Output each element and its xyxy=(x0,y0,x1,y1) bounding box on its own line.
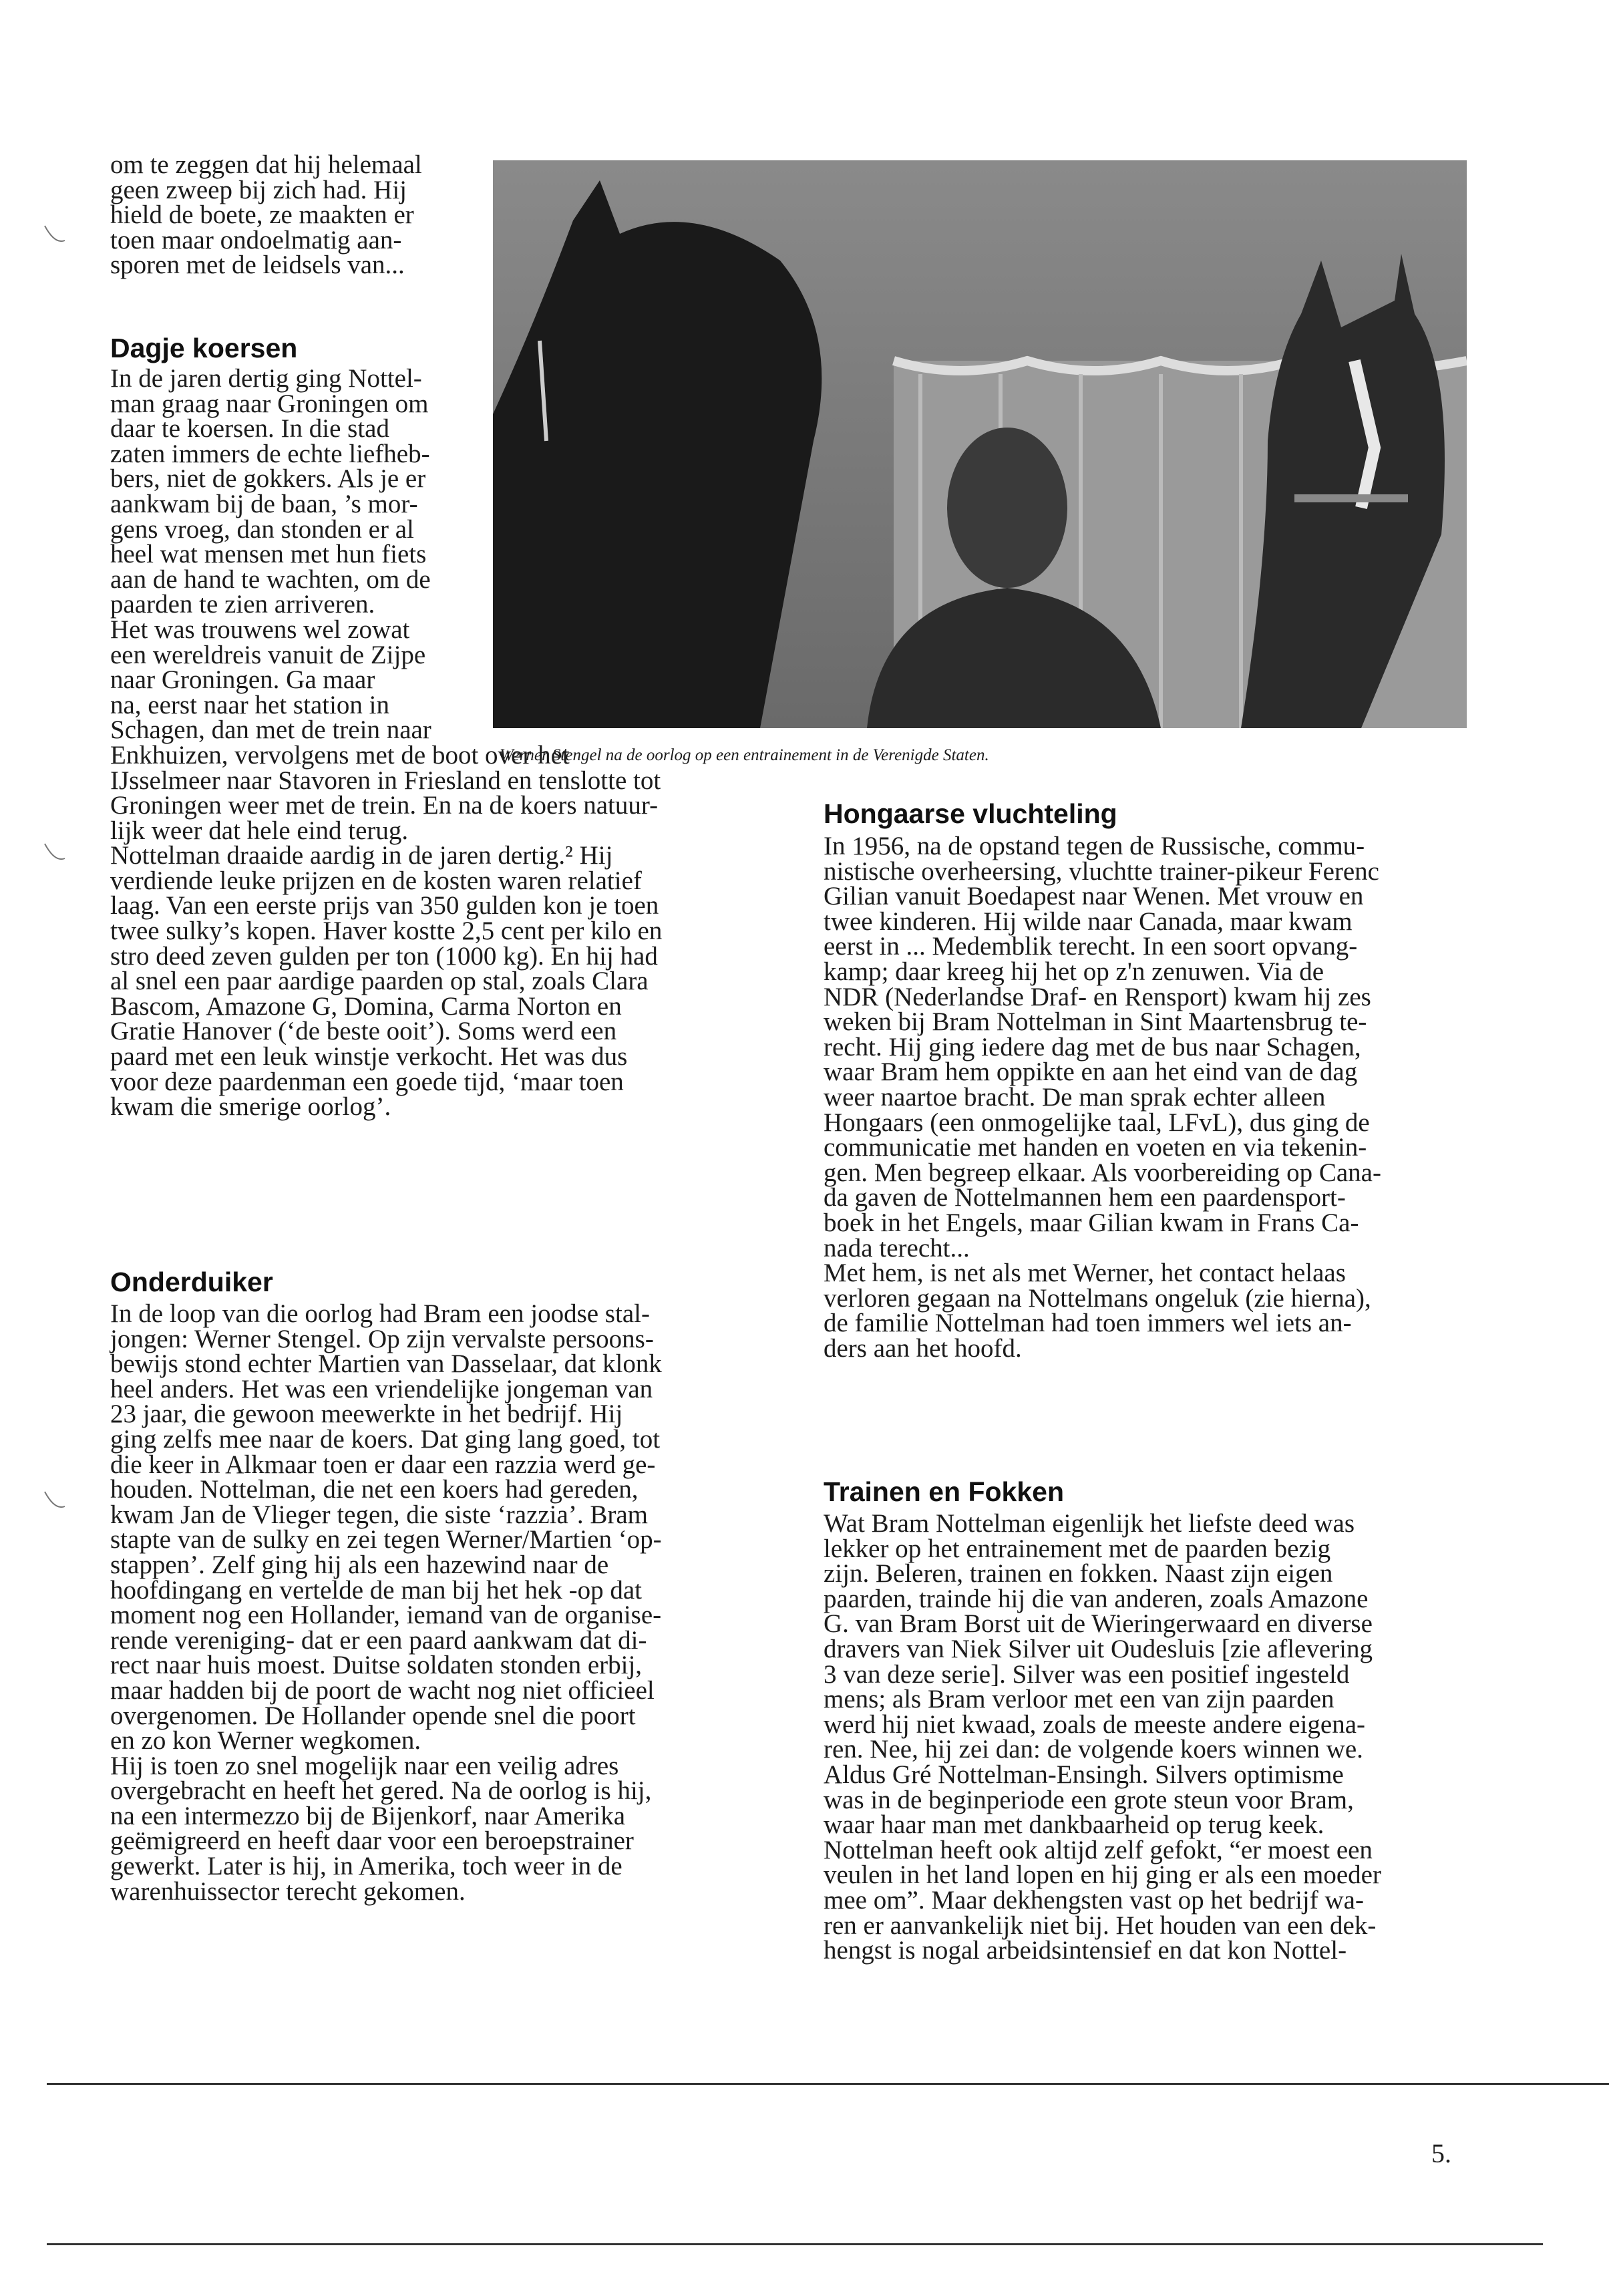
text-line: twee sulky’s kopen. Haver kostte 2,5 cent per kilo en xyxy=(110,917,663,946)
text-line: nistische overheersing, vluchtte trainer-pikeur Ferenc xyxy=(824,856,1379,886)
text-line: IJsselmeer naar Stavoren in Friesland en tenslotte tot xyxy=(110,766,661,795)
text-line: veulen in het land lopen en hij ging er als een moeder xyxy=(824,1860,1381,1890)
text-line: Hij is toen zo snel mogelijk naar een veilig adres xyxy=(110,1751,619,1780)
heading-dagje-koersen: Dagje koersen xyxy=(110,333,298,363)
text-line: werd hij niet kwaad, zoals de meeste andere eigena- xyxy=(824,1709,1366,1739)
text-line: warenhuissector terecht gekomen. xyxy=(110,1876,466,1906)
text-line: stapte van de sulky en zei tegen Werner/Martien ‘op- xyxy=(110,1525,662,1554)
text-line: voor deze paardenman een goede tijd, ‘maar toen xyxy=(110,1067,624,1096)
text-line: recht. Hij ging iedere dag met de bus naar Schagen, xyxy=(824,1032,1361,1061)
text-line: heel wat mensen met hun fiets xyxy=(110,540,427,569)
text-line: geëmigreerd en heeft daar voor een beroepstrainer xyxy=(110,1826,634,1856)
text-line: bers, niet de gokkers. Als je er xyxy=(110,464,426,494)
text-line: kwam die smerige oorlog’. xyxy=(110,1092,391,1122)
text-line: 23 jaar, die gewoon meewerkte in het bedrijf. Hij xyxy=(110,1400,623,1429)
text-line: laag. Van een eerste prijs van 350 gulden kon je toen xyxy=(110,891,659,921)
text-line: hield de boete, ze maakten er xyxy=(110,200,414,230)
text-line: paard met een leuk winstje verkocht. Het was dus xyxy=(110,1042,628,1072)
text-line: kamp; daar kreeg hij het op z'n zenuwen. Via de xyxy=(824,957,1324,986)
text-line: die keer in Alkmaar toen er daar een razzia werd ge- xyxy=(110,1450,656,1479)
text-line: Hongaars (een onmogelijke taal, LFvL), dus ging de xyxy=(824,1108,1370,1137)
text-line: Enkhuizen, vervolgens met de boot over het xyxy=(110,740,570,770)
text-line: NDR (Nederlandse Draf- en Rensport) kwam hij zes xyxy=(824,982,1371,1011)
text-line: In de loop van die oorlog had Bram een joodse stal- xyxy=(110,1299,650,1328)
text-line: overgenomen. De Hollander opende snel die poort xyxy=(110,1701,636,1730)
text-line: stappen’. Zelf ging hij als een hazewind naar de xyxy=(110,1550,609,1579)
text-line: en zo kon Werner wegkomen. xyxy=(110,1726,421,1756)
punch-hole-mark-icon xyxy=(41,838,68,865)
text-line: geen zweep bij zich had. Hij xyxy=(110,175,407,204)
text-line: paarden te zien arriveren. xyxy=(110,590,375,619)
text-line: waar haar man met dankbaarheid op terug keek. xyxy=(824,1810,1324,1840)
text-line: rect naar huis moest. Duitse soldaten stonden erbij, xyxy=(110,1651,643,1680)
text-line: weken bij Bram Nottelman in Sint Maartensbrug te- xyxy=(824,1007,1367,1037)
text-line: waar Bram hem oppikte en aan het eind van de dag xyxy=(824,1057,1358,1087)
section-trainen-en-fokken xyxy=(824,1511,1381,1963)
text-line: houden. Nottelman, die net een koers had gereden, xyxy=(110,1475,639,1504)
text-line: al snel een paar aardige paarden op stal, zoals Clara xyxy=(110,967,649,996)
text-line: G. van Bram Borst uit de Wieringerwaard en diverse xyxy=(824,1609,1373,1639)
text-line: verloren gegaan na Nottelmans ongeluk (zie hierna), xyxy=(824,1283,1371,1313)
text-line: bewijs stond echter Martien van Dasselaar, dat klonk xyxy=(110,1349,662,1379)
text-line: stro deed zeven gulden per ton (1000 kg). En hij had xyxy=(110,941,658,971)
column-left-intro xyxy=(110,152,422,278)
text-line: was in de beginperiode een grote steun voor Bram, xyxy=(824,1785,1354,1814)
text-line: maar hadden bij de poort de wacht nog niet officieel xyxy=(110,1675,655,1705)
text-line: toen maar ondoelmatig aan- xyxy=(110,225,402,255)
section-onderduiker xyxy=(110,1301,662,1904)
heading-trainen-en-fokken: Trainen en Fokken xyxy=(824,1476,1064,1507)
text-line: verdiende leuke prijzen en de kosten waren relatief xyxy=(110,866,642,895)
text-line: communicatie met handen en voeten en via tekenin- xyxy=(824,1133,1367,1162)
text-line: nada terecht... xyxy=(824,1233,970,1263)
text-line: zijn. Beleren, trainen en fokken. Naast zijn eigen xyxy=(824,1559,1333,1589)
text-line: jongen: Werner Stengel. Op zijn vervalste persoons- xyxy=(110,1324,654,1353)
text-line: da gaven de Nottelmannen hem een paardensport- xyxy=(824,1183,1346,1212)
section-dagje-koersen xyxy=(110,366,662,1120)
text-line: na, eerst naar het station in xyxy=(110,690,390,719)
text-line: daar te koersen. In die stad xyxy=(110,414,389,444)
text-line: mens; als Bram verloor met een van zijn paarden xyxy=(824,1685,1334,1714)
text-line: gens vroeg, dan stonden er al xyxy=(110,514,414,544)
text-line: Wat Bram Nottelman eigenlijk het liefste deed was xyxy=(824,1509,1355,1538)
text-line: sporen met de leidsels van... xyxy=(110,251,405,280)
text-line: gewerkt. Later is hij, in Amerika, toch weer in de xyxy=(110,1852,622,1881)
photo-caption: Werner Stengel na de oorlog op een entrainement in de Verenigde Staten. xyxy=(500,746,989,764)
text-line: ren. Nee, hij zei dan: de volgende koers winnen we. xyxy=(824,1735,1363,1764)
text-line: heel anders. Het was een vriendelijke jongeman van xyxy=(110,1374,653,1404)
text-line: mee om”. Maar dekhengsten vast op het bedrijf wa- xyxy=(824,1885,1364,1915)
text-line: zaten immers de echte liefheb- xyxy=(110,439,430,468)
text-line: om te zeggen dat hij helemaal xyxy=(110,150,422,179)
punch-hole-mark-icon xyxy=(41,1486,68,1513)
text-line: lijk weer dat hele eind terug. xyxy=(110,816,409,845)
text-line: ging zelfs mee naar de koers. Dat ging lang goed, tot xyxy=(110,1424,661,1454)
text-line: dravers van Niek Silver uit Oudesluis [zie aflevering xyxy=(824,1634,1373,1663)
text-line: hengst is nogal arbeidsintensief en dat kon Nottel- xyxy=(824,1936,1347,1965)
text-line: Bascom, Amazone G, Domina, Carma Norton en xyxy=(110,991,622,1021)
text-line: In 1956, na de opstand tegen de Russische, commu- xyxy=(824,832,1365,860)
footer-rule-top xyxy=(47,2083,1609,2085)
text-line: kwam Jan de Vlieger tegen, die siste ‘razzia’. Bram xyxy=(110,1500,648,1529)
text-line: Aldus Gré Nottelman-Ensingh. Silvers optimisme xyxy=(824,1760,1344,1789)
text-line: rende vereniging- dat er een paard aankwam dat di- xyxy=(110,1625,647,1655)
text-line: gen. Men begreep elkaar. Als voorbereiding op Cana- xyxy=(824,1158,1381,1187)
footer-rule-bottom xyxy=(47,2243,1543,2245)
text-line: naar Groningen. Ga maar xyxy=(110,665,375,695)
text-line: Groningen weer met de trein. En na de koers natuur- xyxy=(110,791,659,820)
text-line: In de jaren dertig ging Nottel- xyxy=(110,364,422,393)
text-line: hoofdingang en vertelde de man bij het hek -op dat xyxy=(110,1575,642,1605)
heading-hongaarse-vluchteling: Hongaarse vluchteling xyxy=(824,798,1117,829)
text-line: Gratie Hanover (‘de beste ooit’). Soms werd een xyxy=(110,1017,617,1046)
text-line: lekker op het entrainement met de paarden bezig xyxy=(824,1534,1331,1563)
text-line: Nottelman draaide aardig in de jaren dertig.² Hij xyxy=(110,841,613,870)
punch-hole-mark-icon xyxy=(41,220,68,247)
text-line: twee kinderen. Hij wilde naar Canada, maar kwam xyxy=(824,907,1353,936)
text-line: weer naartoe bracht. De man sprak echter alleen xyxy=(824,1082,1326,1112)
text-line: ren er aanvankelijk niet bij. Het houden van een dek- xyxy=(824,1911,1377,1940)
text-line: paarden, trainde hij die van anderen, zoals Amazone xyxy=(824,1584,1369,1613)
text-line: Het was trouwens wel zowat xyxy=(110,615,410,644)
text-line: man graag naar Groningen om xyxy=(110,389,429,418)
section-hongaarse-vluchteling xyxy=(824,834,1381,1361)
page-number: 5. xyxy=(1431,2138,1451,2168)
text-line: ders aan het hoofd. xyxy=(824,1333,1022,1363)
text-line: aankwam bij de baan, ’s mor- xyxy=(110,489,418,518)
heading-onderduiker: Onderduiker xyxy=(110,1267,273,1297)
text-line: aan de hand te wachten, om de xyxy=(110,564,431,594)
text-line: na een intermezzo bij de Bijenkorf, naar Amerika xyxy=(110,1801,626,1830)
text-line: een wereldreis vanuit de Zijpe xyxy=(110,640,426,669)
text-line: Schagen, dan met de trein naar xyxy=(110,715,431,745)
text-line: Nottelman heeft ook altijd zelf gefokt, “er moest een xyxy=(824,1835,1373,1864)
text-line: boek in het Engels, maar Gilian kwam in Frans Ca- xyxy=(824,1208,1359,1237)
text-line: 3 van deze serie]. Silver was een positief ingesteld xyxy=(824,1659,1350,1689)
text-line: de familie Nottelman had toen immers wel iets an- xyxy=(824,1309,1352,1338)
text-line: Met hem, is net als met Werner, het contact helaas xyxy=(824,1259,1346,1288)
text-line: Gilian vanuit Boedapest naar Wenen. Met vrouw en xyxy=(824,882,1364,911)
text-line: moment nog een Hollander, iemand van de organise- xyxy=(110,1601,662,1630)
text-line: overgebracht en heeft het gered. Na de oorlog is hij, xyxy=(110,1776,652,1806)
text-line: eerst in ... Medemblik terecht. In een soort opvang- xyxy=(824,932,1358,961)
